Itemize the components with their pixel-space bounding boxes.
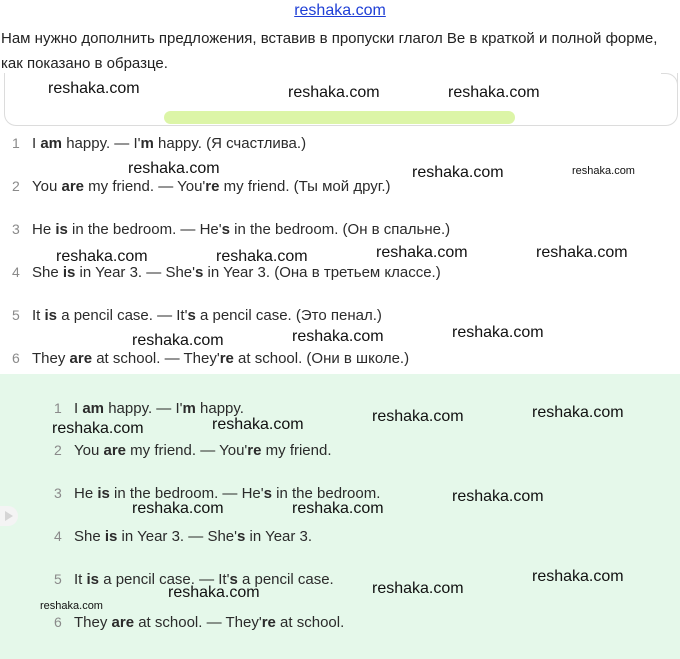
row-text: He (32, 221, 56, 238)
row-text: She (32, 264, 63, 281)
verb-full: am (40, 135, 63, 152)
row-text: at school. — (134, 614, 226, 631)
row-text: happy. (Я счастлива.) (153, 135, 307, 152)
watermark: reshaka.com (532, 568, 624, 585)
row-text: They (74, 614, 112, 631)
row-text: in the bedroom. — (67, 221, 200, 238)
example-row (12, 221, 450, 238)
row-text: in the bedroom. (271, 485, 381, 502)
example-row (12, 350, 409, 367)
verb-full: is (97, 485, 110, 502)
answer-row (54, 614, 344, 631)
row-number: 5 (12, 307, 20, 323)
verb-full: is (44, 307, 58, 324)
verb-short: s (221, 221, 230, 238)
watermark: reshaka.com (288, 84, 380, 101)
row-number: 3 (54, 485, 62, 501)
verb-short: m (182, 400, 196, 417)
example-row (12, 178, 391, 195)
example-row (12, 264, 441, 281)
verb-short: s (195, 264, 204, 281)
watermark: reshaka.com (412, 164, 504, 181)
row-text: I' (133, 135, 141, 152)
answer-row (54, 528, 312, 545)
row-text: I' (175, 400, 183, 417)
row-text: in Year 3. — (75, 264, 166, 281)
watermark: reshaka.com (292, 328, 384, 345)
verb-full: are (61, 178, 85, 195)
row-text: She' (165, 264, 195, 281)
row-text: in the bedroom. — (109, 485, 242, 502)
row-text: in Year 3. — (117, 528, 208, 545)
watermark: reshaka.com (56, 248, 148, 265)
row-number: 2 (12, 178, 20, 194)
example-row (12, 307, 382, 324)
verb-full: is (104, 528, 118, 545)
row-text: It (32, 307, 45, 324)
row-number: 1 (12, 135, 20, 151)
watermark: reshaka.com (40, 600, 103, 612)
row-text: happy. — (104, 400, 176, 417)
row-text: happy. (195, 400, 244, 417)
site-title-link[interactable]: reshaka.com (294, 2, 386, 19)
row-text: I (32, 135, 41, 152)
verb-full: are (111, 614, 135, 631)
row-text: It' (176, 307, 188, 324)
row-text: a pencil case. — (99, 571, 219, 588)
row-text: He (74, 485, 98, 502)
watermark: reshaka.com (292, 500, 384, 517)
watermark: reshaka.com (452, 488, 544, 505)
row-text: They (32, 350, 70, 367)
row-number: 4 (12, 264, 20, 280)
answer-row (54, 400, 244, 417)
row-text: a pencil case. — (57, 307, 177, 324)
row-text: He' (199, 221, 222, 238)
row-text: It' (218, 571, 230, 588)
watermark: reshaka.com (448, 84, 540, 101)
verb-short: m (140, 135, 154, 152)
row-text: They' (183, 350, 220, 367)
row-text: It (74, 571, 87, 588)
row-text: I (74, 400, 83, 417)
watermark: reshaka.com (372, 580, 464, 597)
row-text: You (32, 178, 62, 195)
row-text: in the bedroom. (Он в спальне.) (229, 221, 451, 238)
verb-full: is (86, 571, 100, 588)
watermark: reshaka.com (52, 420, 144, 437)
row-text: my friend. — (126, 442, 220, 459)
verb-full: is (62, 264, 76, 281)
watermark: reshaka.com (132, 500, 224, 517)
row-text: in Year 3. (245, 528, 313, 545)
watermark: reshaka.com (48, 80, 140, 97)
verb-full: is (55, 221, 68, 238)
task-instruction: Нам нужно дополнить предложения, вставив в пропуски глагол Be в краткой и полной форме, как показано в образце. (1, 30, 658, 72)
row-number: 3 (12, 221, 20, 237)
row-text: You' (177, 178, 206, 195)
row-text: at school. — (92, 350, 184, 367)
row-text: happy. — (62, 135, 134, 152)
row-text: at school. (275, 614, 345, 631)
row-number: 2 (54, 442, 62, 458)
verb-full: am (82, 400, 105, 417)
verb-full: are (69, 350, 93, 367)
row-text: a pencil case. (Это пенал.) (195, 307, 382, 324)
verb-short: s (263, 485, 272, 502)
row-text: my friend. — (84, 178, 178, 195)
watermark: reshaka.com (132, 332, 224, 349)
watermark: reshaka.com (536, 244, 628, 261)
row-text: a pencil case. (237, 571, 334, 588)
verb-short: re (205, 178, 220, 195)
watermark: reshaka.com (216, 248, 308, 265)
verb-short: re (219, 350, 234, 367)
watermark: reshaka.com (372, 408, 464, 425)
watermark: reshaka.com (452, 324, 544, 341)
verb-short: re (261, 614, 276, 631)
watermark: reshaka.com (168, 584, 260, 601)
row-text: my friend. (Ты мой друг.) (219, 178, 391, 195)
row-number: 4 (54, 528, 62, 544)
row-text: She (74, 528, 105, 545)
row-text: You (74, 442, 104, 459)
row-text: my friend. (261, 442, 332, 459)
watermark: reshaka.com (212, 416, 304, 433)
highlight-bar (164, 111, 515, 124)
row-text: They' (225, 614, 262, 631)
row-number: 5 (54, 571, 62, 587)
row-text: You' (219, 442, 248, 459)
verb-short: s (187, 307, 196, 324)
verb-full: are (103, 442, 127, 459)
watermark: reshaka.com (532, 404, 624, 421)
row-text: She' (207, 528, 237, 545)
example-row (12, 135, 306, 152)
verb-short: s (229, 571, 238, 588)
row-number: 6 (54, 614, 62, 630)
watermark: reshaka.com (572, 165, 635, 177)
answer-row (54, 442, 332, 459)
verb-short: s (237, 528, 246, 545)
watermark: reshaka.com (128, 160, 220, 177)
watermark: reshaka.com (376, 244, 468, 261)
row-text: at school. (Они в школе.) (233, 350, 410, 367)
row-text: He' (241, 485, 264, 502)
row-number: 1 (54, 400, 62, 416)
row-number: 6 (12, 350, 20, 366)
row-text: in Year 3. (Она в третьем классе.) (203, 264, 441, 281)
verb-short: re (247, 442, 262, 459)
